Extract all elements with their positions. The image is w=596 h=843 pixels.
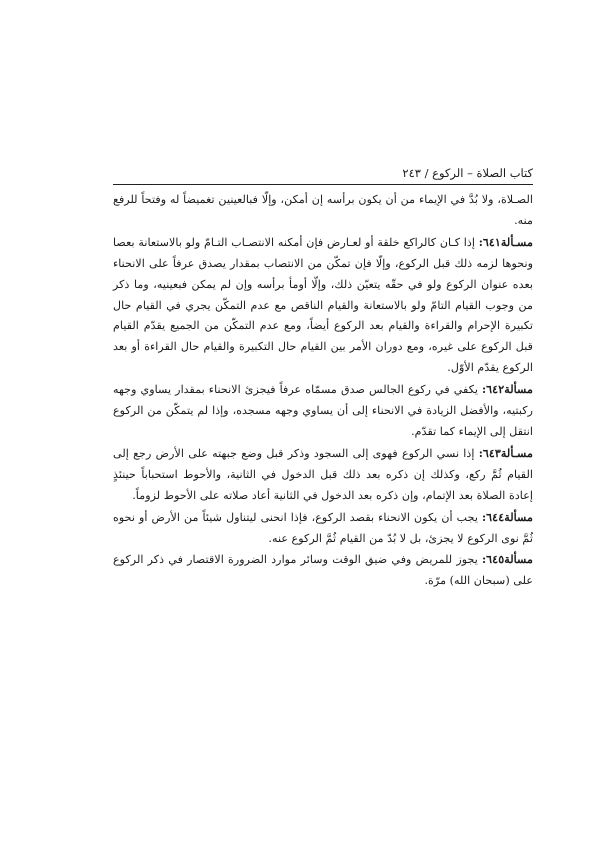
header-rule [113, 184, 533, 185]
masala-text: يجوز للمريض وفي ضيق الوقت وسائر موارد الضرورة الاقتصار في ذكر الركوع على (سبحان الله) مرّة. [113, 553, 533, 588]
masala-label: مسـألة [500, 234, 533, 249]
masala-643 [113, 443, 533, 507]
masala-text: إذا نسي الركوع فهوى إلى السجود وذكر قبل وضع جبهته على الأرض رجع إلى القيام ثُمَّ ركع، وكذلك إن ذكره بعد ذلك قبل الدخول في الثانية، والأحوط استحباباً حينئذٍ إعادة الصلاة بعد الإتمام، وإن ذكره بعد الدخول في الثانية أعاد صلاته على الأحوط لزوماً. [113, 446, 533, 502]
masala-text: إذا كـان كالراكع خلقة أو لعـارض فإن أمكنه الانتصـاب التـامّ ولو بالاستعانة بعصا ونحوها لزمه ذلك قبل الركوع، وإلّا فإن تمكّن من الانتصاب بمقدار يصدق عرفاً على الانحناء بعده عنوان الركوع ولو في حقّه يتعيّن ذلك، وإلّا أومأ برأسه وإن لم يمكن فبعينيه، وما ذكر من وجوب القيام التامّ ولو بالاستعانة والقيام الناقص مع عدم التمكّن يجري في القيام حال تكبيرة الإحرام والقراءة والقيام بعد الركوع أيضاً، ومع عدم التمكّن من الجميع يقدّم القيام قبل الركوع على غيره، ومع دوران الأمر بين القيام حال التكبيرة والقيام حال القراءة أو بعد الركوع يقدّم الأوّل. [113, 235, 533, 375]
masala-text: يجب أن يكون الانحناء بقصد الركوع، فإذا انحنى ليتناول شيئاً من الأرض أو نحوه ثُمَّ نوى الركوع لا يجزئ، بل لا بُدّ من القيام ثُمَّ الركوع عنه. [113, 510, 533, 545]
masala-642 [113, 379, 533, 443]
masala-label: مسـألة [500, 445, 533, 460]
masala-641 [113, 232, 533, 379]
masala-number: ٦٤٤: [482, 509, 505, 524]
masala-label: مسألة [504, 552, 533, 567]
masala-number: ٦٤٥: [482, 552, 505, 567]
masala-label: مسألة [504, 509, 533, 524]
page-body [113, 190, 533, 592]
masala-number: ٦٤٢: [482, 382, 505, 397]
masala-number: ٦٤١: [478, 234, 501, 249]
masala-number: ٦٤٣: [478, 445, 501, 460]
intro-paragraph: الصـلاة، ولا بُدَّ في الإيماء من أن يكون برأسه إن أمكن، وإلّا فبالعينين تغميضاً له وفتحاً للرفع منه. [113, 193, 533, 227]
masala-label: مسألة [504, 382, 533, 397]
masala-644 [113, 507, 533, 550]
masala-645 [113, 549, 533, 592]
running-header: كتاب الصلاة – الركوع / ٢٤٣ [402, 166, 533, 180]
masala-text: يكفي في ركوع الجالس صدق مسمّاه عرفاً فيجزئ الانحناء بمقدار يساوي وجهه ركبتيه، والأفضل الزيادة في الانحناء إلى أن يساوي وجهه مسجده، وإذا لم يتمكّن من الركوع انتقل إلى الإيماء كما تقدّم. [113, 383, 533, 438]
